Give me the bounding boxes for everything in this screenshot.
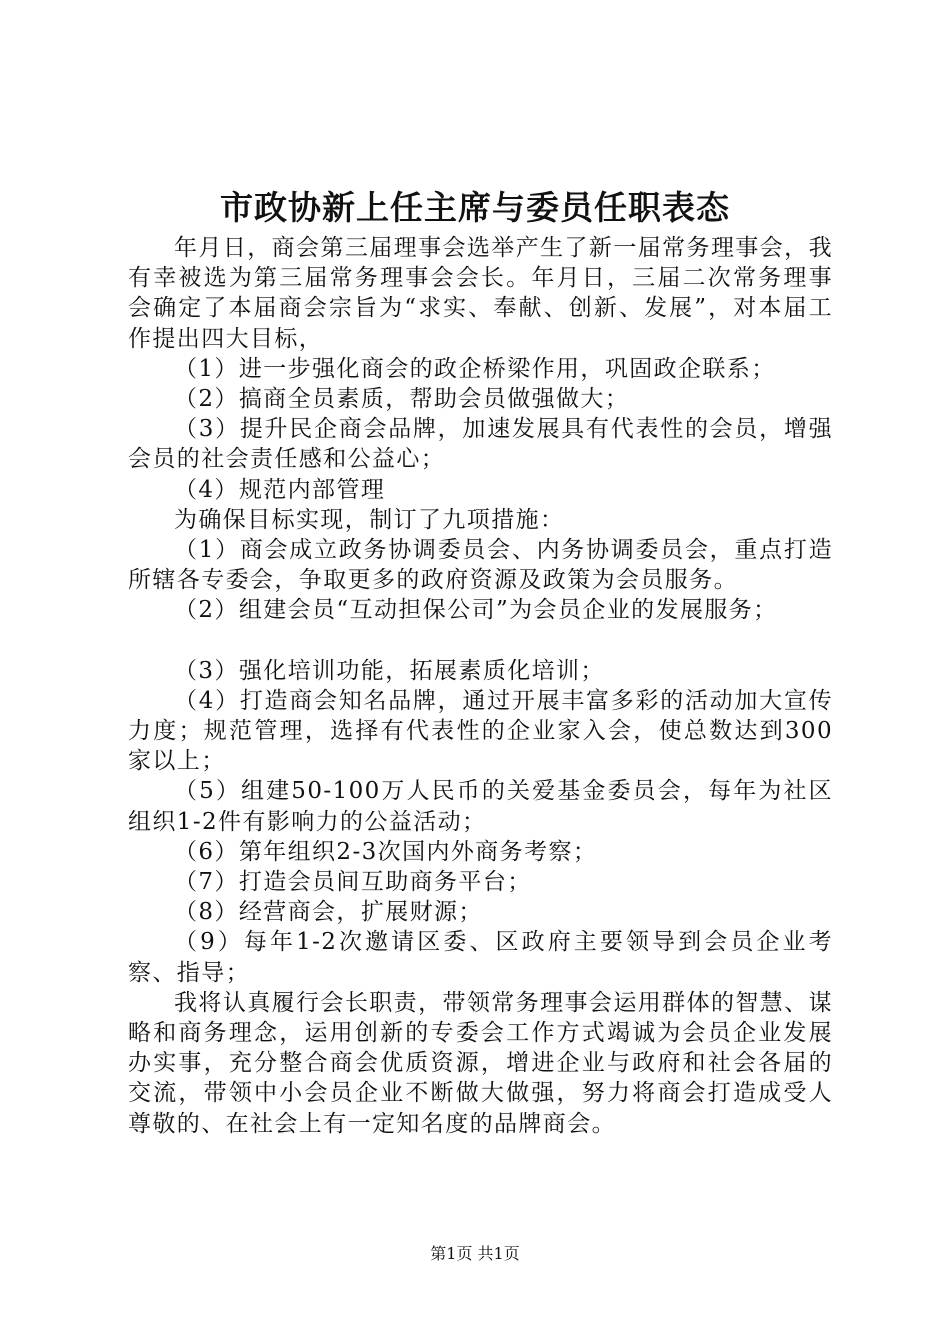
paragraph-goal-4: （4）规范内部管理 xyxy=(174,476,386,503)
paragraph-measure-2: （2）组建会员“互动担保公司”为会员企业的发展服务； xyxy=(174,597,778,624)
paragraph-goal-3: （3）提升民企商会品牌，加速发展具有代表性的会员，增强会员的社会责任感和公益心； xyxy=(128,416,833,473)
document-body xyxy=(128,233,833,1139)
paragraph-intro: 年月日，商会第三届理事会选举产生了新一届常务理事会，我有幸被选为第三届常务理事会会长。年月日，三届二次常务理事会确定了本届商会宗旨为“求实、奉献、创新、发展”，对本届工作提出四大目标， xyxy=(128,235,833,352)
paragraph-measure-4: （4）打造商会知名品牌，通过开展丰富多彩的活动加大宣传力度；规范管理，选择有代表性的企业家入会，使总数达到300家以上； xyxy=(128,687,833,775)
paragraph-measure-9: （9）每年1-2次邀请区委、区政府主要领导到会员企业考察、指导； xyxy=(128,929,833,986)
paragraph-closing: 我将认真履行会长职责，带领常务理事会运用群体的智慧、谋略和商务理念，运用创新的专委会工作方式竭诚为会员企业发展办实事，充分整合商会优质资源，增进企业与政府和社会各届的交流，带领中小会员企业不断做大做强，努力将商会打造成受人尊敬的、在社会上有一定知名度的品牌商会。 xyxy=(128,989,833,1137)
paragraph-measure-7: （7）打造会员间互助商务平台； xyxy=(174,869,532,896)
paragraph-measure-1: （1）商会成立政务协调委员会、内务协调委员会，重点打造所辖各专委会，争取更多的政府资源及政策为会员服务。 xyxy=(128,537,833,594)
paragraph-goal-1: （1）进一步强化商会的政企桥梁作用，巩固政企联系； xyxy=(174,355,776,382)
paragraph-measure-5: （5）组建50-100万人民币的关爱基金委员会，每年为社区组织1-2件有影响力的公益活动； xyxy=(128,778,833,835)
paragraph-goal-2: （2）搞商全员素质，帮助会员做强做大； xyxy=(174,386,630,413)
document-title: 市政协新上任主席与委员任职表态 xyxy=(220,188,730,227)
page-number-footer: 第1页 共1页 xyxy=(430,1244,520,1263)
paragraph-measure-6: （6）第年组织2-3次国内外商务考察； xyxy=(174,838,598,865)
paragraph-measure-3: （3）强化培训功能，拓展素质化培训； xyxy=(174,657,605,684)
paragraph-measure-8: （8）经营商会，扩展财源； xyxy=(174,899,483,926)
paragraph-measures-intro: 为确保目标实现，制订了九项措施： xyxy=(174,506,565,533)
